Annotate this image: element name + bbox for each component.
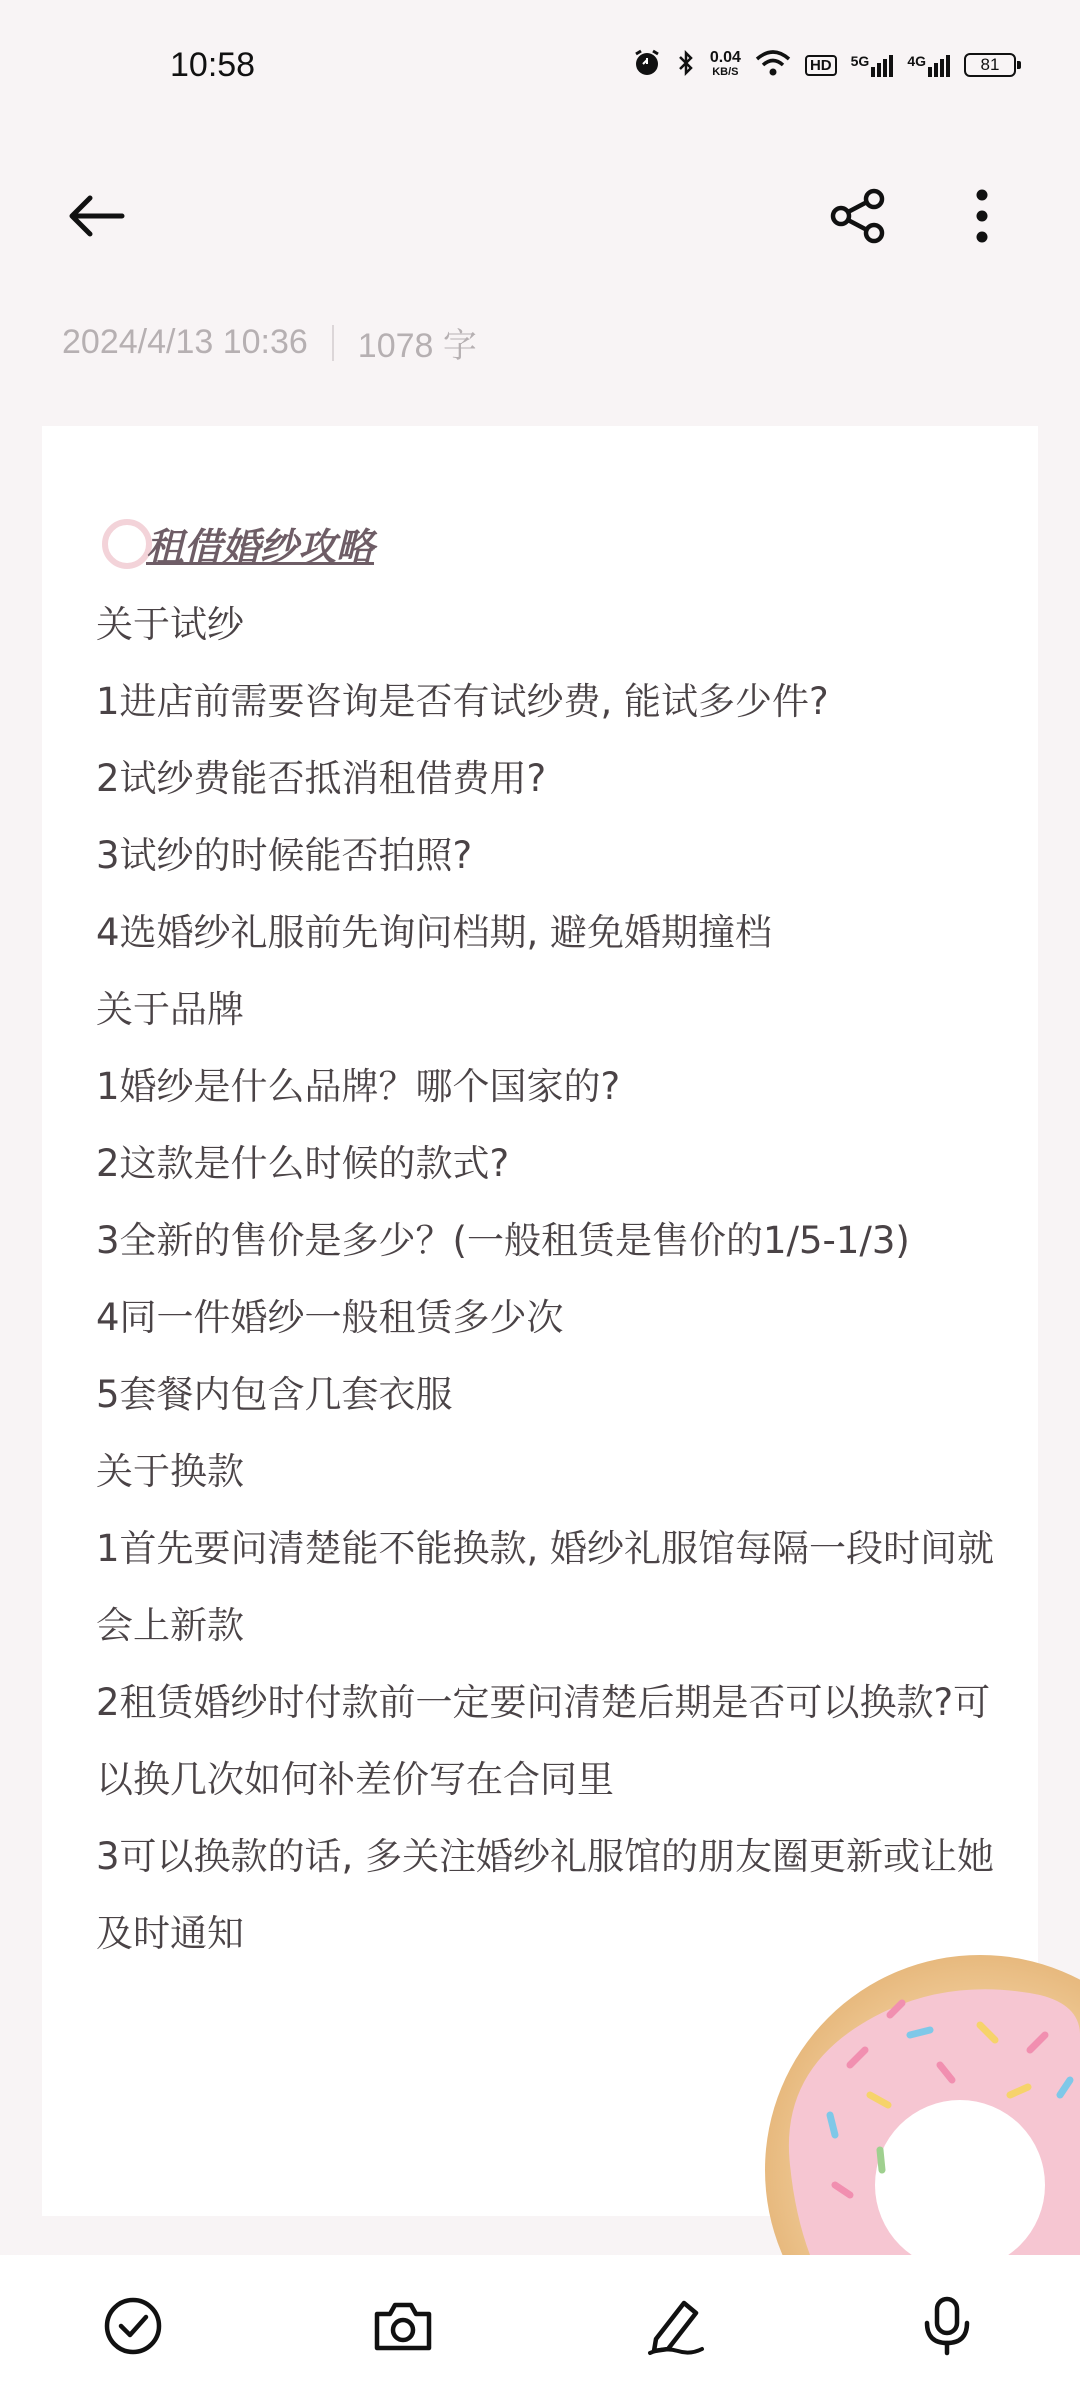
battery-level: 81 <box>980 55 1000 74</box>
wifi-icon <box>755 49 791 81</box>
note-title[interactable]: 租借婚纱攻略 <box>146 525 375 569</box>
voice-button[interactable] <box>914 2293 980 2359</box>
share-icon <box>830 188 886 244</box>
net-speed-unit: KB/S <box>712 66 739 78</box>
note-line: 关于品牌 <box>96 988 244 1031</box>
note-title-row <box>102 516 374 571</box>
more-vertical-icon <box>972 188 992 244</box>
note-line: 4选婚纱礼服前先询问档期, 避免婚期撞档 <box>96 911 773 954</box>
back-button[interactable] <box>58 184 134 248</box>
net-speed <box>710 50 741 80</box>
microphone-icon <box>919 2295 975 2357</box>
signal-4g-label: 4G <box>907 53 926 69</box>
arrow-left-icon <box>66 194 126 238</box>
note-meta <box>62 318 477 367</box>
signal-5g-label: 5G <box>850 53 870 69</box>
bluetooth-icon <box>676 48 696 82</box>
note-line: 1进店前需要咨询是否有试纱费, 能试多少件? <box>96 680 829 723</box>
hd-label: HD <box>809 56 832 74</box>
top-toolbar <box>0 160 1080 270</box>
note-line: 2租赁婚纱时付款前一定要问清楚后期是否可以换款?可以换几次如何补差价写在合同里 <box>96 1681 991 1801</box>
note-body[interactable] <box>96 586 1016 1972</box>
status-icons <box>632 48 1016 82</box>
note-datetime: 2024/4/13 10:36 <box>62 323 308 361</box>
net-speed-value: 0.04 <box>709 49 741 66</box>
status-time: 10:58 <box>170 46 256 84</box>
note-line: 1婚纱是什么品牌？哪个国家的? <box>96 1065 621 1108</box>
battery-icon <box>964 53 1016 77</box>
note-line: 3可以换款的话, 多关注婚纱礼服馆的朋友圈更新或让她及时通知 <box>96 1835 995 1955</box>
note-line: 3试纱的时候能否拍照? <box>96 834 473 877</box>
pen-icon <box>644 2295 706 2357</box>
signal-bars-icon <box>928 53 950 77</box>
camera-icon <box>372 2298 434 2354</box>
note-line: 5套餐内包含几套衣服 <box>96 1373 453 1416</box>
checklist-button[interactable] <box>100 2293 166 2359</box>
bottom-toolbar <box>0 2255 1080 2400</box>
draw-button[interactable] <box>642 2293 708 2359</box>
signal-4g <box>907 53 950 77</box>
signal-5g <box>851 53 894 77</box>
meta-divider <box>332 325 334 361</box>
note-line: 3全新的售价是多少？(一般租赁是售价的1/5-1/3) <box>96 1219 910 1262</box>
status-bar <box>0 0 1080 135</box>
hd-badge <box>805 55 837 76</box>
note-line: 2试纱费能否抵消租借费用? <box>96 757 547 800</box>
note-line: 2这款是什么时候的款式? <box>96 1142 510 1185</box>
camera-button[interactable] <box>370 2293 436 2359</box>
note-card[interactable] <box>42 426 1038 2216</box>
note-line: 1首先要问清楚能不能换款, 婚纱礼服馆每隔一段时间就会上新款 <box>96 1527 995 1647</box>
note-line: 4同一件婚纱一般租赁多少次 <box>96 1296 564 1339</box>
note-line: 关于换款 <box>96 1450 244 1493</box>
check-circle-icon <box>103 2296 163 2356</box>
note-line: 关于试纱 <box>96 603 244 646</box>
alarm-icon <box>632 48 662 82</box>
more-button[interactable] <box>950 184 1014 248</box>
share-button[interactable] <box>826 184 890 248</box>
note-char-count: 1078 字 <box>357 327 477 365</box>
signal-bars-icon <box>871 53 893 77</box>
title-decoration-icon <box>102 519 152 569</box>
